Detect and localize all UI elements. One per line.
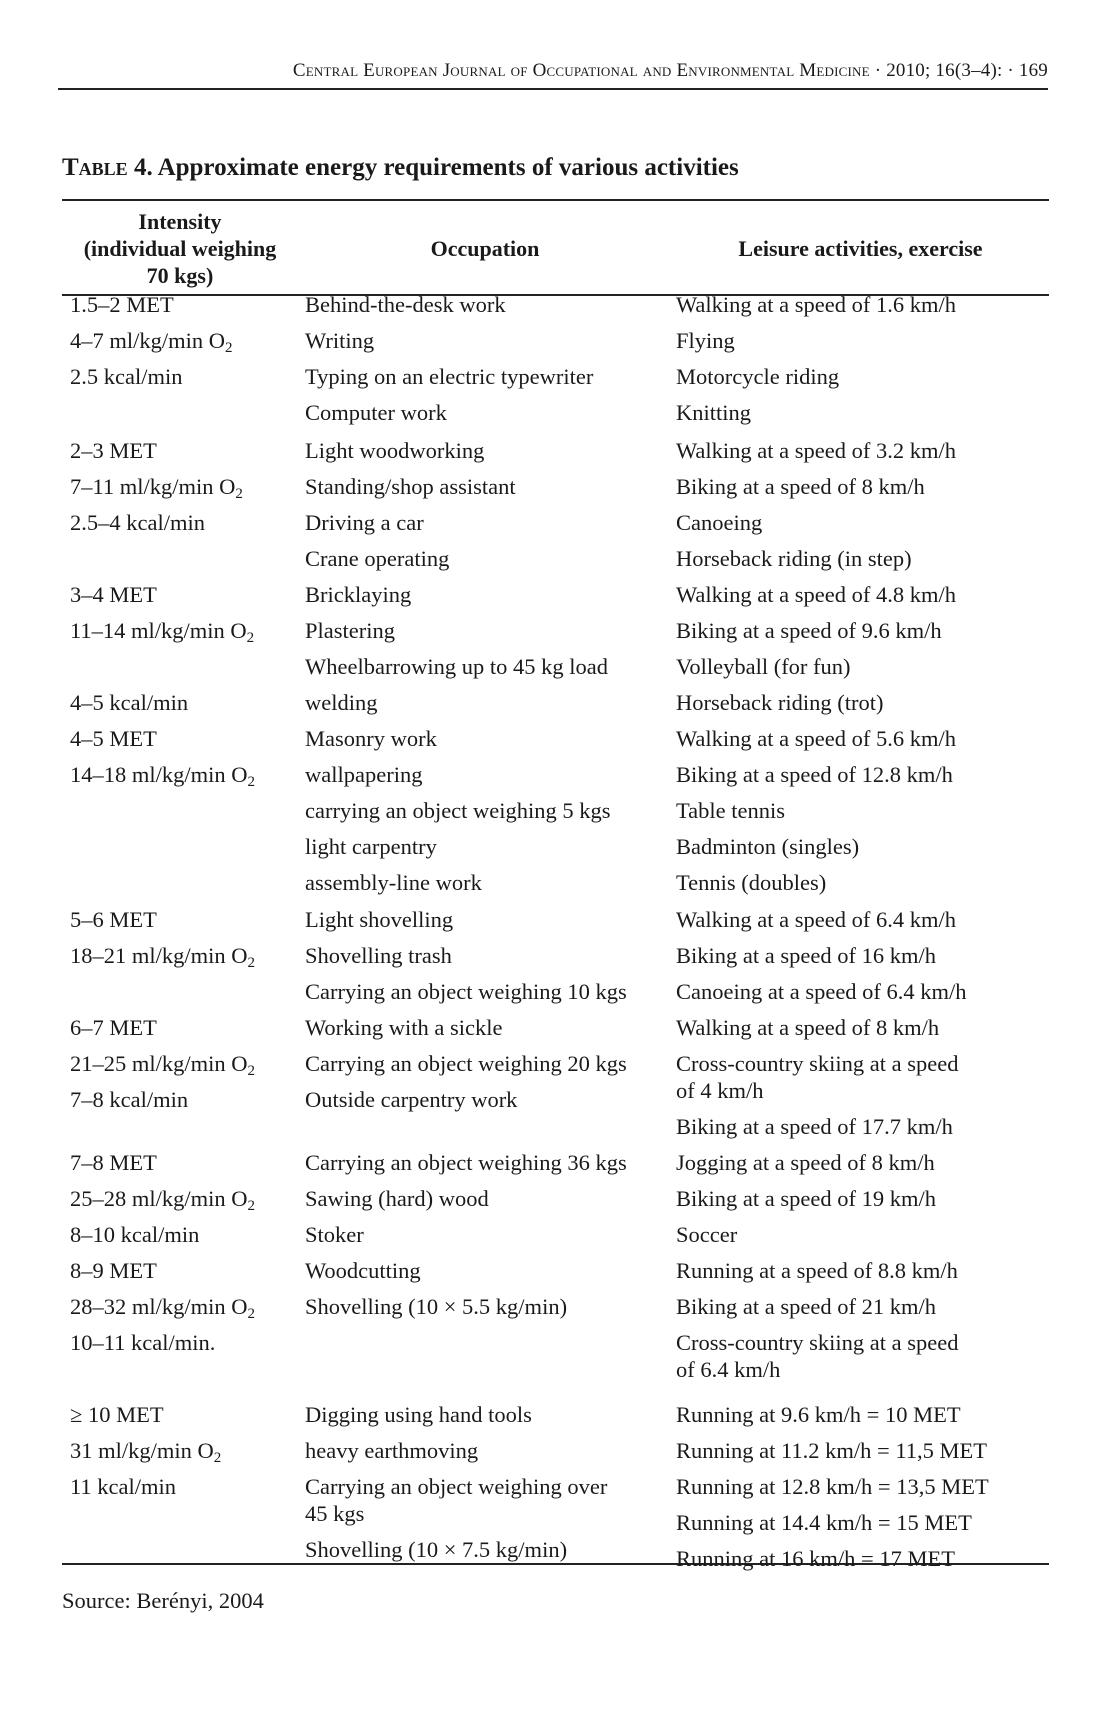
cell-text: 7–8 MET [70, 1150, 157, 1175]
cell-text: 25–28 ml/kg/min O [70, 1186, 248, 1211]
intensity-cell [70, 474, 243, 500]
occupation-cell [305, 1087, 517, 1113]
table-label: Table 4. [62, 154, 153, 181]
leisure-cell [676, 1051, 958, 1077]
occupation-cell [305, 726, 437, 752]
leisure-cell [676, 510, 762, 536]
leisure-cell [676, 1258, 958, 1284]
occupation-cell [305, 1474, 607, 1500]
subscript: 2 [235, 486, 243, 502]
cell-text: Shovelling (10 × 7.5 kg/min) [305, 1537, 568, 1562]
occupation-cell [305, 474, 516, 500]
subscript: 2 [247, 1063, 256, 1079]
cell-text: Volleyball (for fun) [676, 654, 851, 679]
header-line: Intensity [138, 208, 222, 234]
cell-text: Computer work [305, 400, 447, 425]
cell-text: Walking at a speed of 8 km/h [676, 1015, 940, 1040]
cell-text: 7–8 kcal/min [70, 1087, 189, 1112]
cell-text: 2–3 MET [70, 438, 157, 463]
subscript: 2 [247, 1198, 256, 1214]
cell-text: Biking at a speed of 16 km/h [676, 943, 936, 968]
cell-text: 45 kgs [305, 1501, 365, 1526]
cell-text: Digging using hand tools [305, 1402, 532, 1427]
journal-citation: · 2010; 16(3–4): · 169 [869, 60, 1048, 81]
leisure-cell [676, 762, 953, 788]
cell-text: carrying an object weighing 5 kgs [305, 798, 611, 823]
cell-text: 8–9 MET [70, 1258, 157, 1283]
cell-text: Carrying an object weighing 20 kgs [305, 1051, 627, 1076]
leisure-cell [676, 1402, 961, 1428]
cell-text: Canoeing [676, 510, 763, 535]
cell-text: 3–4 MET [70, 582, 157, 607]
occupation-cell [305, 364, 593, 390]
leisure-cell [676, 690, 883, 716]
cell-text: Woodcutting [305, 1258, 421, 1283]
cell-text: Canoeing at a speed of 6.4 km/h [676, 979, 967, 1004]
leisure-cell [676, 474, 925, 500]
occupation-cell [305, 1051, 627, 1077]
leisure-cell [676, 1114, 953, 1140]
journal-name: Central European Journal of Occupational and Environmental Medicine [292, 60, 870, 81]
intensity-cell [70, 1294, 255, 1320]
cell-text: wallpapering [305, 762, 423, 787]
subscript: 2 [247, 774, 256, 790]
cell-text: 14–18 ml/kg/min O [70, 762, 248, 787]
leisure-cell [676, 1150, 935, 1176]
cell-text: Behind-the-desk work [305, 292, 506, 317]
cell-text: Table tennis [676, 798, 786, 823]
occupation-cell [305, 907, 453, 933]
occupation-cell [305, 762, 422, 788]
cell-text: 6–7 MET [70, 1015, 157, 1040]
intensity-cell [70, 1186, 255, 1212]
cell-text: Flying [676, 328, 735, 353]
occupation-cell [305, 1501, 364, 1527]
cell-text: 2.5–4 kcal/min [70, 510, 205, 535]
intensity-cell [70, 1402, 164, 1428]
table-top-rule [62, 199, 1049, 201]
cell-text: Walking at a speed of 4.8 km/h [676, 582, 956, 607]
cell-text: of 6.4 km/h [676, 1357, 781, 1382]
occupation-cell [305, 1150, 627, 1176]
cell-text: Walking at a speed of 3.2 km/h [676, 438, 956, 463]
cell-text: 8–10 kcal/min [70, 1222, 200, 1247]
cell-text: Light woodworking [305, 438, 485, 463]
intensity-cell [70, 1438, 221, 1464]
table-source: Source: Berényi, 2004 [62, 1588, 264, 1613]
cell-text: Working with a sickle [305, 1015, 503, 1040]
leisure-cell [676, 364, 839, 390]
cell-text: Running at 9.6 km/h = 10 MET [676, 1402, 961, 1427]
leisure-cell [676, 1186, 936, 1212]
cell-text: 2.5 kcal/min [70, 364, 183, 389]
intensity-cell [70, 618, 254, 644]
occupation-cell [305, 1294, 567, 1320]
cell-text: Sawing (hard) wood [305, 1186, 489, 1211]
intensity-cell [70, 582, 157, 608]
cell-text: 10–11 kcal/min. [70, 1330, 216, 1355]
intensity-cell [70, 1222, 199, 1248]
intensity-cell [70, 690, 188, 716]
cell-text: Biking at a speed of 17.7 km/h [676, 1114, 953, 1139]
intensity-cell [70, 1051, 255, 1077]
cell-text: Running at a speed of 8.8 km/h [676, 1258, 958, 1283]
leisure-cell [676, 1510, 972, 1536]
leisure-cell [676, 546, 912, 572]
cell-text: Jogging at a speed of 8 km/h [676, 1150, 935, 1175]
intensity-cell [70, 364, 182, 390]
occupation-cell [305, 438, 484, 464]
column-header-leisure: Leisure activities, exercise [738, 235, 983, 261]
cell-text: Masonry work [305, 726, 437, 751]
occupation-cell [305, 1537, 567, 1563]
cell-text: Carrying an object weighing 36 kgs [305, 1150, 627, 1175]
occupation-cell [305, 1222, 364, 1248]
occupation-cell [305, 1015, 503, 1041]
leisure-cell [676, 943, 936, 969]
cell-text: Knitting [676, 400, 752, 425]
cell-text: Horseback riding (trot) [676, 690, 884, 715]
occupation-cell [305, 1258, 421, 1284]
cell-text: Carrying an object weighing 10 kgs [305, 979, 627, 1004]
leisure-cell [676, 1330, 958, 1356]
column-header-occupation: Occupation [430, 235, 540, 261]
cell-text: Biking at a speed of 12.8 km/h [676, 762, 953, 787]
cell-text: 5–6 MET [70, 907, 157, 932]
cell-text: Running at 14.4 km/h = 15 MET [676, 1510, 972, 1535]
cell-text: Carrying an object weighing over [305, 1474, 608, 1499]
intensity-cell [70, 510, 205, 536]
cell-text: light carpentry [305, 834, 437, 859]
intensity-cell [70, 292, 174, 318]
running-head [58, 60, 1048, 90]
table-caption: Approximate energy requirements of various activities [152, 154, 739, 181]
cell-text: Walking at a speed of 6.4 km/h [676, 907, 956, 932]
occupation-cell [305, 510, 424, 536]
subscript: 2 [246, 630, 255, 646]
cell-text: Running at 16 km/h = 17 MET [676, 1546, 955, 1571]
cell-text: Walking at a speed of 5.6 km/h [676, 726, 956, 751]
leisure-cell [676, 907, 956, 933]
leisure-cell [676, 979, 967, 1005]
cell-text: Light shovelling [305, 907, 454, 932]
cell-text: Outside carpentry work [305, 1087, 518, 1112]
cell-text: 18–21 ml/kg/min O [70, 943, 248, 968]
cell-text: Writing [305, 328, 375, 353]
cell-text: Biking at a speed of 19 km/h [676, 1186, 936, 1211]
intensity-cell [70, 762, 255, 788]
cell-text: 4–5 kcal/min [70, 690, 189, 715]
leisure-cell [676, 1357, 780, 1383]
intensity-cell [70, 438, 157, 464]
cell-text: Tennis (doubles) [676, 870, 827, 895]
leisure-cell [676, 834, 859, 860]
cell-text: Bricklaying [305, 582, 412, 607]
subscript: 2 [213, 1450, 222, 1466]
cell-text: 4–7 ml/kg/min O [70, 328, 226, 353]
occupation-cell [305, 328, 374, 354]
leisure-cell [676, 870, 826, 896]
subscript: 2 [225, 340, 233, 356]
occupation-cell [305, 582, 411, 608]
cell-text: Crane operating [305, 546, 450, 571]
occupation-cell [305, 690, 378, 716]
leisure-cell [676, 328, 735, 354]
leisure-cell [676, 582, 956, 608]
cell-text: Motorcycle riding [676, 364, 840, 389]
cell-text: Horseback riding (in step) [676, 546, 912, 571]
cell-text: Cross-country skiing at a speed [676, 1330, 959, 1355]
occupation-cell [305, 979, 627, 1005]
occupation-cell [305, 834, 437, 860]
cell-text: Shovelling trash [305, 943, 452, 968]
cell-text: Soccer [676, 1222, 738, 1247]
cell-text: 28–32 ml/kg/min O [70, 1294, 248, 1319]
intensity-cell [70, 907, 157, 933]
cell-text: assembly-line work [305, 870, 482, 895]
intensity-cell [70, 1258, 157, 1284]
cell-text: welding [305, 690, 378, 715]
cell-text: ≥ 10 MET [70, 1402, 164, 1427]
occupation-cell [305, 400, 447, 426]
table-title [62, 154, 739, 182]
leisure-cell [676, 1222, 737, 1248]
occupation-cell [305, 798, 611, 824]
cell-text: Biking at a speed of 8 km/h [676, 474, 925, 499]
cell-text: Standing/shop assistant [305, 474, 516, 499]
intensity-cell [70, 726, 157, 752]
leisure-cell [676, 618, 942, 644]
leisure-cell [676, 292, 956, 318]
cell-text: Driving a car [305, 510, 424, 535]
leisure-cell [676, 1438, 987, 1464]
cell-text: of 4 km/h [676, 1078, 764, 1103]
cell-text: 7–11 ml/kg/min O [70, 474, 236, 499]
leisure-cell [676, 1546, 955, 1572]
occupation-cell [305, 546, 449, 572]
cell-text: Biking at a speed of 9.6 km/h [676, 618, 942, 643]
cell-text: Wheelbarrowing up to 45 kg load [305, 654, 609, 679]
intensity-cell [70, 1015, 157, 1041]
intensity-cell [70, 328, 233, 354]
cell-text: Plastering [305, 618, 395, 643]
column-header-intensity [62, 205, 298, 291]
leisure-cell [676, 1078, 764, 1104]
occupation-cell [305, 618, 395, 644]
leisure-cell [676, 654, 851, 680]
leisure-cell [676, 400, 751, 426]
intensity-cell [70, 1087, 188, 1113]
occupation-cell [305, 1402, 532, 1428]
occupation-cell [305, 943, 452, 969]
cell-text: Shovelling (10 × 5.5 kg/min) [305, 1294, 568, 1319]
intensity-cell [70, 943, 255, 969]
intensity-cell [70, 1474, 176, 1500]
cell-text: heavy earthmoving [305, 1438, 479, 1463]
leisure-cell [676, 798, 785, 824]
header-line: 70 kgs) [146, 262, 214, 288]
subscript: 2 [247, 1306, 256, 1322]
occupation-cell [305, 654, 608, 680]
cell-text: Running at 12.8 km/h = 13,5 MET [676, 1474, 989, 1499]
cell-text: Typing on an electric typewriter [305, 364, 594, 389]
occupation-cell [305, 292, 506, 318]
leisure-cell [676, 1015, 939, 1041]
cell-text: 31 ml/kg/min O [70, 1438, 214, 1463]
subscript: 2 [247, 955, 256, 971]
intensity-cell [70, 1330, 215, 1356]
cell-text: Badminton (singles) [676, 834, 860, 859]
cell-text: 11 kcal/min [70, 1474, 177, 1499]
leisure-cell [676, 1474, 989, 1500]
cell-text: 21–25 ml/kg/min O [70, 1051, 248, 1076]
occupation-cell [305, 1438, 478, 1464]
cell-text: Cross-country skiing at a speed [676, 1051, 959, 1076]
header-line: (individual weighing [83, 235, 277, 261]
leisure-cell [676, 1294, 936, 1320]
cell-text: Stoker [305, 1222, 364, 1247]
leisure-cell [676, 438, 956, 464]
cell-text: 11–14 ml/kg/min O [70, 618, 247, 643]
occupation-cell [305, 1186, 489, 1212]
occupation-cell [305, 870, 482, 896]
cell-text: Running at 11.2 km/h = 11,5 MET [676, 1438, 988, 1463]
cell-text: 4–5 MET [70, 726, 157, 751]
leisure-cell [676, 726, 956, 752]
cell-text: Biking at a speed of 21 km/h [676, 1294, 936, 1319]
cell-text: Walking at a speed of 1.6 km/h [676, 292, 956, 317]
cell-text: 1.5–2 MET [70, 292, 174, 317]
intensity-cell [70, 1150, 157, 1176]
